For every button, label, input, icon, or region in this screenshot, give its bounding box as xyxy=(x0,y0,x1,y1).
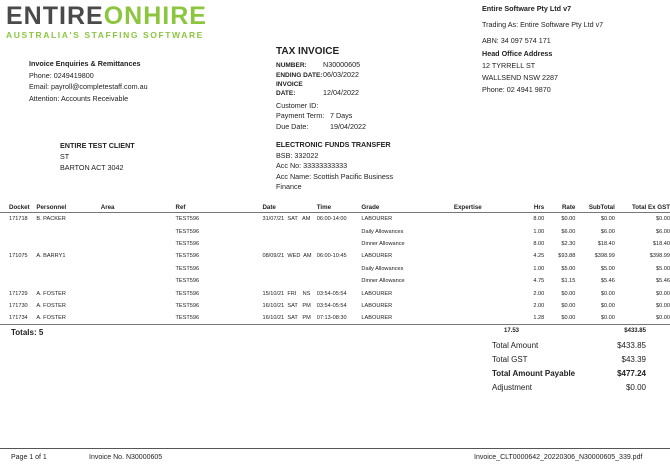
footer-page: Page 1 of 1 xyxy=(11,454,47,461)
cell-hrs: 4.75 xyxy=(533,278,545,285)
cell-rate: $0.00 xyxy=(561,290,576,297)
cell-subtotal: $18.40 xyxy=(597,240,615,247)
cell-ref: TEST596 xyxy=(175,240,200,247)
column-header-expertise: Expertise xyxy=(454,202,511,213)
cell-expertise xyxy=(454,300,511,312)
eft-block xyxy=(276,140,393,193)
cell-docket: 171075 xyxy=(9,253,28,260)
client-line1: ST xyxy=(60,152,70,161)
invoice-date-label: INVOICE DATE: xyxy=(276,81,303,97)
cell-grade: LABOURER xyxy=(361,213,453,226)
cell-area xyxy=(101,225,176,237)
cell-expertise xyxy=(454,238,511,250)
cell-total: $0.00 xyxy=(656,315,670,322)
invoice-date: 12/04/2022 xyxy=(323,88,359,97)
column-header-subtotal: SubTotal xyxy=(575,202,614,213)
totals-divider xyxy=(0,324,670,325)
cell-rate: $0.00 xyxy=(561,302,576,309)
cell-personnel xyxy=(36,275,100,287)
eft-title: ELECTRONIC FUNDS TRANSFER xyxy=(276,140,391,149)
cell-docket: 171730 xyxy=(9,302,28,309)
cell-date xyxy=(254,275,316,287)
column-header-docket: Docket xyxy=(0,202,36,213)
invoice-block xyxy=(276,46,360,112)
cell-date xyxy=(254,225,316,237)
cell-personnel: B. PACKER xyxy=(36,213,100,226)
enquiries-block xyxy=(29,58,148,104)
column-header-hrs: Hrs xyxy=(511,202,544,213)
adjustment: $0.00 xyxy=(625,383,646,392)
footer-filename: Invoice_CLT0000642_20220306_N30000605_339.pdf xyxy=(474,454,643,461)
cell-expertise xyxy=(454,275,511,287)
logo-tagline: AUSTRALIA'S STAFFING SOFTWARE xyxy=(6,30,204,40)
cell-area xyxy=(101,312,176,324)
eft-bsb: BSB: 332022 xyxy=(276,150,319,160)
table-row xyxy=(0,250,670,262)
cell-grade: Dinner Allowance xyxy=(361,278,405,285)
logo-text-left: ENTIRE xyxy=(6,2,104,30)
cell-personnel: A. FOSTER xyxy=(36,315,66,322)
cell-docket: 171718 xyxy=(0,213,36,226)
cell-expertise xyxy=(454,250,511,262)
ending-date-label: ENDING DATE: xyxy=(276,72,323,79)
cell-personnel xyxy=(36,238,100,250)
cell-subtotal: $0.00 xyxy=(600,290,615,297)
cell-area xyxy=(101,263,176,275)
enquiries-email: Email: payroll@completestaff.com.au xyxy=(29,82,148,91)
payment-terms xyxy=(276,110,366,132)
cell-date xyxy=(254,238,316,250)
cell-grade: LABOURER xyxy=(361,315,393,322)
payment-term-label: Payment Term: xyxy=(276,111,325,120)
table-header-row xyxy=(0,202,670,213)
cell-rate: $0.00 xyxy=(544,213,575,226)
cell-area xyxy=(101,213,176,226)
cell-total: $0.00 xyxy=(615,213,670,226)
head-office-address1: 12 TYRRELL ST xyxy=(482,61,536,70)
enquiries-phone: Phone: 0249419800 xyxy=(29,70,94,80)
trading-as: Trading As: Entire Software Pty Ltd v7 xyxy=(482,20,604,29)
total-gst: $43.39 xyxy=(621,355,646,364)
cell-time: 06:00-14:00 xyxy=(317,213,362,226)
cell-expertise xyxy=(454,213,511,226)
invoice-items-table xyxy=(0,202,670,325)
totals-label: Totals: 5 xyxy=(11,328,44,337)
total-gst-label: Total GST xyxy=(492,355,528,364)
cell-time: 07:13-08:30 xyxy=(316,315,347,322)
cell-ref: TEST596 xyxy=(175,290,200,297)
cell-total: $5.46 xyxy=(656,278,670,285)
cell-time xyxy=(317,225,362,237)
cell-grade: LABOURER xyxy=(361,253,393,260)
payment-term: 7 Days xyxy=(330,111,353,120)
cell-personnel xyxy=(36,225,100,237)
invoice-number: N30000605 xyxy=(323,60,361,69)
cell-subtotal: $0.00 xyxy=(600,315,615,322)
cell-ref: TEST596 xyxy=(175,253,200,260)
adjustment-label: Adjustment xyxy=(492,383,533,392)
cell-hrs: 2.00 xyxy=(533,290,545,297)
cell-personnel xyxy=(36,263,100,275)
column-header-area: Area xyxy=(101,202,176,213)
client-name: ENTIRE TEST CLIENT xyxy=(60,141,135,150)
cell-time xyxy=(317,238,362,250)
cell-area xyxy=(101,250,176,262)
cell-ref: TEST596 xyxy=(175,265,200,272)
table-row xyxy=(0,275,670,287)
company-logo xyxy=(6,4,207,40)
table-row xyxy=(0,312,670,324)
cell-expertise xyxy=(454,263,511,275)
cell-date: 31/07/21 SAT AM xyxy=(254,213,316,226)
cell-ref: TEST596 xyxy=(175,228,200,235)
totals-hrs: 17.53 xyxy=(504,328,520,334)
cell-personnel: A. FOSTER xyxy=(36,290,66,297)
cell-time: 03:54-05:54 xyxy=(316,302,347,309)
cell-total: $18.40 xyxy=(652,240,670,247)
eft-acc-name-2: Finance xyxy=(276,182,302,191)
enquiries-attention: Attention: Accounts Receivable xyxy=(29,93,129,103)
cell-hrs: 8.00 xyxy=(511,213,544,226)
cell-time: 03:54-05:54 xyxy=(316,290,347,297)
cell-date xyxy=(254,263,316,275)
cell-grade: LABOURER xyxy=(361,302,393,309)
total-amount: $433.85 xyxy=(617,341,646,350)
cell-ref: TEST596 xyxy=(175,315,200,322)
summary-total-amount xyxy=(492,341,646,350)
cell-subtotal: $5.46 xyxy=(600,278,615,285)
cell-hrs: 4.25 xyxy=(533,253,545,260)
cell-date: 16/10/21 SAT PM xyxy=(262,315,311,322)
cell-area xyxy=(101,238,176,250)
table-row xyxy=(0,225,670,237)
head-office-phone: Phone: 02 4941 9870 xyxy=(482,85,551,94)
invoice-number-label: NUMBER: xyxy=(276,62,307,69)
company-name: Entire Software Pty Ltd v7 xyxy=(482,4,572,13)
cell-hrs: 8.00 xyxy=(533,240,545,247)
cell-rate: $0.00 xyxy=(561,315,576,322)
eft-acc-name-1: Acc Name: Scottish Pacific Business xyxy=(276,171,394,181)
cell-ref: TEST596 xyxy=(175,278,200,285)
cell-grade: Daily Allowances xyxy=(361,228,404,235)
cell-rate: $1.15 xyxy=(561,278,576,285)
cell-rate: $5.00 xyxy=(561,265,576,272)
head-office-title: Head Office Address xyxy=(482,49,553,58)
footer-invoice-no: Invoice No. N30000605 xyxy=(89,454,163,461)
cell-rate: $2.30 xyxy=(561,240,576,247)
cell-personnel: A. FOSTER xyxy=(36,302,66,309)
table-row xyxy=(0,213,670,226)
abn: ABN: 34 097 574 171 xyxy=(482,36,551,45)
column-header-ref: Ref xyxy=(176,202,255,213)
totals-total: $433.85 xyxy=(624,328,646,334)
cell-total: $6.00 xyxy=(656,228,670,235)
cell-hrs: 1.00 xyxy=(533,265,545,272)
summary-total-payable xyxy=(492,369,646,378)
cell-time: 06:00-10:45 xyxy=(316,253,347,260)
cell-total: $5.00 xyxy=(656,265,670,272)
cell-hrs: 2.00 xyxy=(533,302,545,309)
cell-rate: $6.00 xyxy=(561,228,576,235)
cell-area xyxy=(101,300,176,312)
cell-ref: TEST596 xyxy=(176,213,255,226)
cell-ref: TEST596 xyxy=(175,302,200,309)
cell-docket xyxy=(0,263,36,275)
cell-subtotal: $0.00 xyxy=(600,302,615,309)
due-date: 19/04/2022 xyxy=(330,122,366,131)
cell-expertise xyxy=(454,225,511,237)
cell-expertise xyxy=(454,312,511,324)
cell-total: $0.00 xyxy=(656,290,670,297)
cell-total: $0.00 xyxy=(656,302,670,309)
cell-expertise xyxy=(454,287,511,299)
footer-divider xyxy=(0,448,670,449)
eft-acc: Acc No: 33333333333 xyxy=(276,161,348,170)
total-payable: $477.24 xyxy=(617,369,646,378)
column-header-personnel: Personnel xyxy=(36,202,100,213)
cell-date: 08/09/21 WED AM xyxy=(262,253,312,260)
table-row xyxy=(0,238,670,250)
column-header-total-ex-gst: Total Ex GST xyxy=(615,202,670,213)
cell-area xyxy=(101,275,176,287)
cell-docket xyxy=(0,238,36,250)
cell-time xyxy=(317,275,362,287)
total-payable-label: Total Amount Payable xyxy=(492,369,576,378)
cell-grade: LABOURER xyxy=(361,290,393,297)
logo-text-right: ONHIRE xyxy=(103,2,207,30)
head-office xyxy=(482,48,558,96)
column-header-rate: Rate xyxy=(544,202,575,213)
column-header-date: Date xyxy=(254,202,316,213)
company-info xyxy=(482,3,603,47)
table-row xyxy=(0,263,670,275)
summary-total-gst xyxy=(492,355,646,364)
enquiries-title: Invoice Enquiries & Remittances xyxy=(29,59,141,68)
column-header-time: Time xyxy=(317,202,362,213)
cell-grade: Dinner Allowance xyxy=(361,240,405,247)
cell-hrs: 1.00 xyxy=(533,228,545,235)
cell-personnel: A. BARRY1 xyxy=(36,253,66,260)
cell-docket: 171734 xyxy=(9,315,28,322)
total-amount-label: Total Amount xyxy=(492,341,539,350)
cell-docket xyxy=(0,225,36,237)
customer-id: Customer ID: xyxy=(276,101,319,110)
summary-adjustment xyxy=(492,383,646,392)
cell-subtotal: $6.00 xyxy=(600,228,615,235)
cell-docket xyxy=(0,275,36,287)
cell-subtotal: $5.00 xyxy=(600,265,615,272)
cell-area xyxy=(101,287,176,299)
cell-subtotal: $0.00 xyxy=(575,213,614,226)
invoice-title: TAX INVOICE xyxy=(276,46,340,57)
cell-rate: $93.88 xyxy=(558,253,576,260)
cell-docket: 171729 xyxy=(9,290,28,297)
cell-time xyxy=(317,263,362,275)
table-row xyxy=(0,300,670,312)
head-office-address2: WALLSEND NSW 2287 xyxy=(482,73,559,82)
client-line2: BARTON ACT 3042 xyxy=(60,163,124,172)
column-header-grade: Grade xyxy=(361,202,453,213)
cell-total: $398.99 xyxy=(649,253,670,260)
cell-date: 15/10/21 FRI NS xyxy=(262,290,311,297)
cell-hrs: 1.28 xyxy=(533,315,545,322)
due-date-label: Due Date: xyxy=(276,122,309,131)
client-block xyxy=(60,140,135,173)
cell-date: 16/10/21 SAT PM xyxy=(262,302,311,309)
ending-date: 06/03/2022 xyxy=(323,70,359,79)
table-row xyxy=(0,287,670,299)
cell-grade: Daily Allowances xyxy=(361,265,404,272)
cell-subtotal: $398.99 xyxy=(594,253,615,260)
